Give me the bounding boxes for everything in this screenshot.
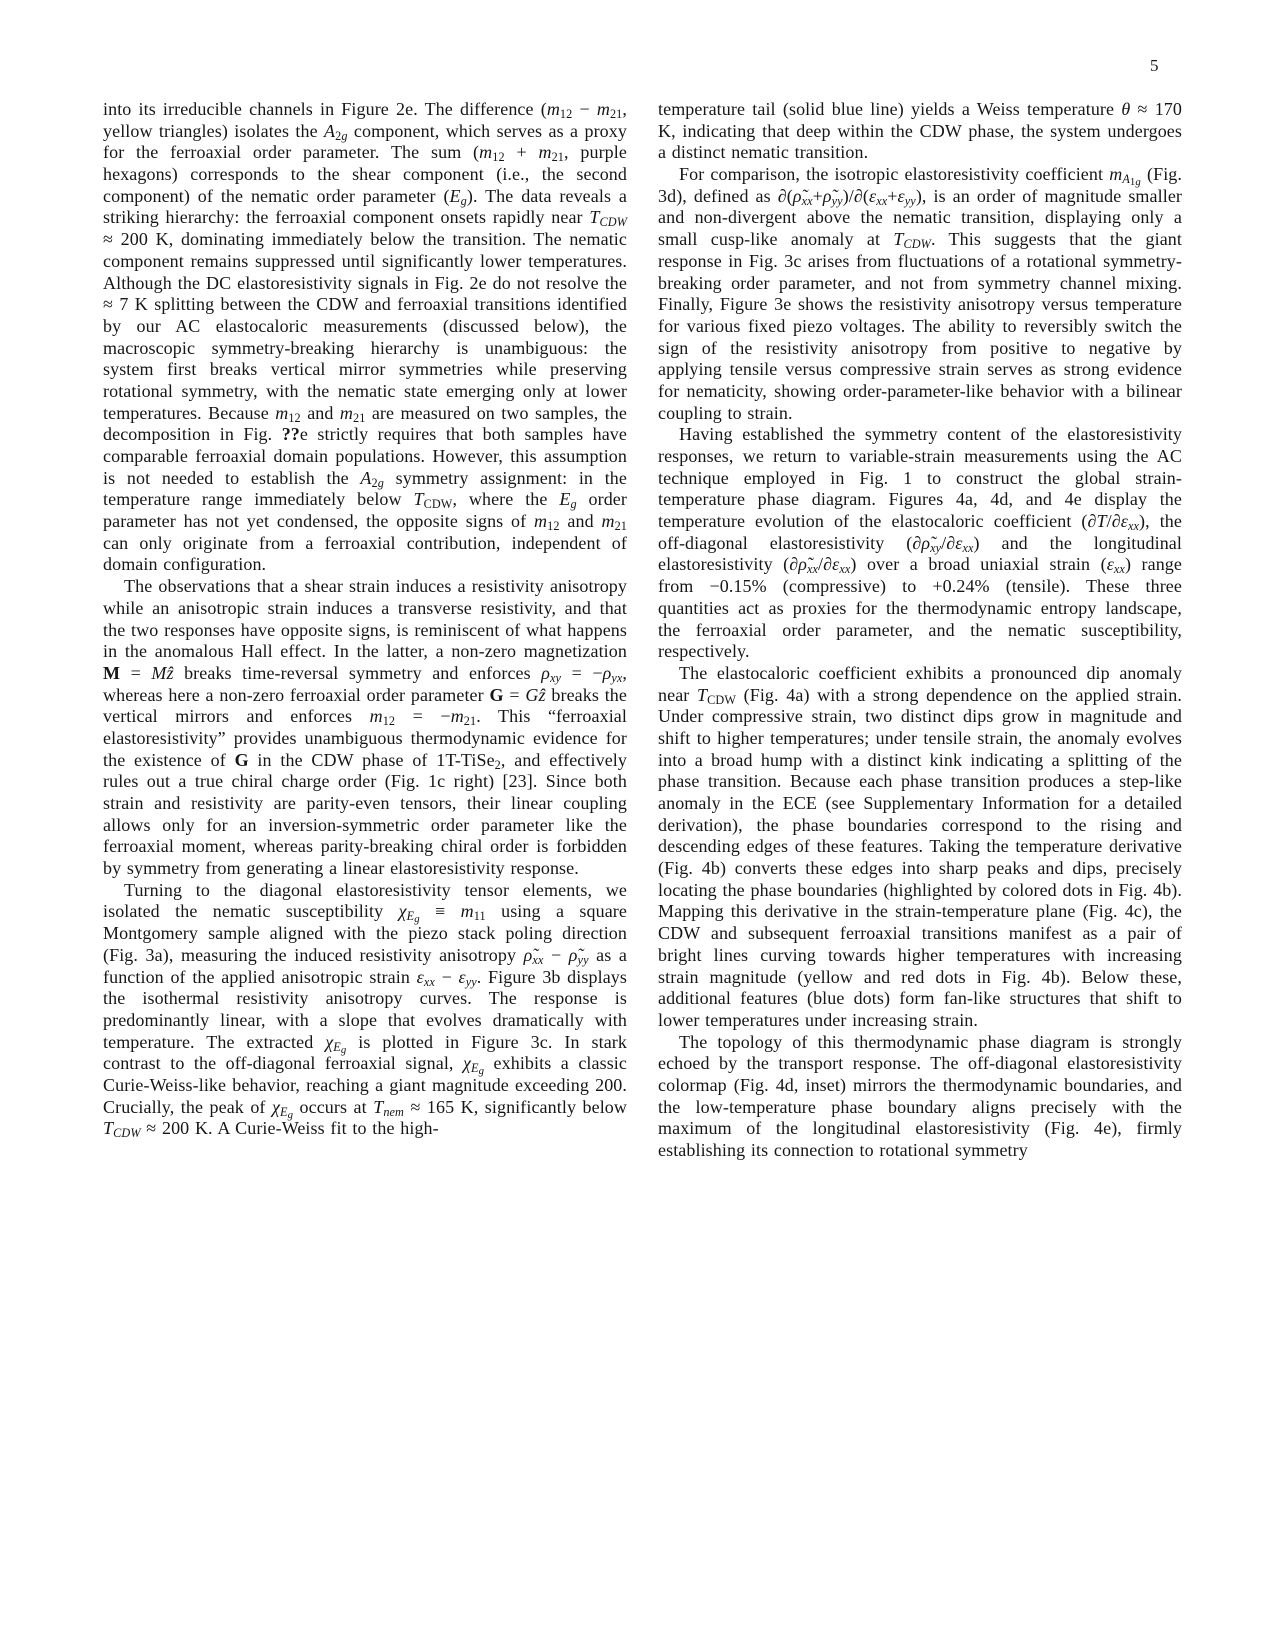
paragraph-left-2: The observations that a shear strain induces a resistivity anisotropy while an anisotropic strain induces a transverse resistivity, and that the two responses have opposite signs, is reminiscent of what happens in the anomalous Hall effect. In the latter, a non-zero magnetization M = Mẑ breaks time-reversal symmetry and enforces $\rho_{xy} = -\rho_{yx}$, whereas here a non-zero ferroaxial order parameter G = Gẑ breaks the vertical mirrors and enforces $m_{12} = -m_{21}$. This “ferroaxial elastoresistivity” provides unambiguous thermodynamic evidence for the existence of G in the CDW phase of 1T-TiSe$_2$, and effectively rules out a true chiral charge order (Fig. 1c right) [23]. Since both strain and resistivity are parity-even tensors, their linear coupling allows only for an inversion-symmetric order parameter like the ferroaxial moment, whereas parity-breaking chiral order is forbidden by symmetry from generating a linear elastoresistivity response. (103, 576, 627, 879)
paragraph-left-3: Turning to the diagonal elastoresistivity tensor elements, we isolated the nematic susceptibility $\chi_{E_g} \equiv m_{11}$ using a square Montgomery sample aligned with the piezo stack poling direction (Fig. 3a), measuring the induced resistivity anisotropy $\rhõ_{xx}$ − $\rhõ_{yy}$ as a function of the applied anisotropic strain $\varepsilon_{xx} - \varepsilon_{yy}$. Figure 3b displays the isothermal resistivity anisotropy curves. The response is predominantly linear, with a slope that evolves dramatically with temperature. The extracted $\chi_{E_g}$ is plotted in Figure 3c. In stark contrast to the off-diagonal ferroaxial signal, $\chi_{E_g}$ exhibits a classic Curie-Weiss-like behavior, reaching a giant magnitude exceeding 200. Crucially, the peak of $\chi_{E_g}$ occurs at $T_{nem} \approx 165$ K, significantly below $T_{CDW} \approx 200$ K. A Curie-Weiss fit to the high- (103, 879, 628, 1141)
paragraph-right-1: temperature tail (solid blue line) yields a Weiss temperature θ ≈ 170 K, indicating that deep within the CDW phase, the system undergoes a distinct nematic transition. (658, 99, 1182, 163)
paragraph-left-1: into its irreducible channels in Figure 2e. The difference ($m_{12} - m_{21}$, yellow triangles) isolates the $A_{2g}$ component, which serves as a proxy for the ferroaxial order parameter. The sum ($m_{12} + m_{21}$, purple hexagons) corresponds to the shear component (i.e., the second component) of the nematic order parameter $(E_g)$. The data reveals a striking hierarchy: the ferroaxial component onsets rapidly near $T_{CDW} \approx 200$ K, dominating immediately below the transition. The nematic component remains suppressed until significantly lower temperatures. Although the DC elastoresistivity signals in Fig. 2e do not resolve the ≈ 7 K splitting between the CDW and ferroaxial transitions identified by our AC elastocaloric measurements (discussed below), the macroscopic symmetry-breaking hierarchy is unambiguous: the system first breaks vertical mirror symmetries while preserving rotational symmetry, with the nematic state emerging only at lower temperatures. Because $m_{12}$ and $m_{21}$ are measured on two samples, the decomposition in Fig. ??e strictly requires that both samples have comparable ferroaxial domain populations. However, this assumption is not needed to establish the $A_{2g}$ symmetry assignment: in the temperature range immediately below $T_{CDW}$, where the $E_g$ order parameter has not yet condensed, the opposite signs of $m_{12}$ and $m_{21}$ can only originate from a ferroaxial contribution, independent of domain configuration. (103, 99, 627, 575)
paragraph-right-3: Having established the symmetry content of the elastoresistivity responses, we return to variable-strain measurements using the AC technique employed in Fig. 1 to construct the global strain-temperature phase diagram. Figures 4a, 4d, and 4e display the temperature evolution of the elastocaloric coefficient $(\partial T/\partial\varepsilon_{xx})$, the off-diagonal elastoresistivity $(\partial\rhõ_{xy}/\partial\varepsilon_{xx})$ and the longitudinal elastoresistivity $(\partial\rhõ_{xx}/\partial\varepsilon_{xx})$ over a broad uniaxial strain $(\varepsilon_{xx})$ range from −0.15% (compressive) to +0.24% (tensile). These three quantities act as proxies for the thermodynamic entropy landscape, the ferroaxial order parameter, and the nematic susceptibility, respectively. (658, 424, 1182, 662)
paragraph-right-2: For comparison, the isotropic elastoresistivity coefficient $m_{A_{1g}}$ (Fig. 3d), defined as $\partial(\rhõ_{xx}+\rhõ_{yy})/\partial(\varepsilon_{xx}+\varepsilon_{yy})$, is an order of magnitude smaller and non-divergent above the nematic transition, displaying only a small cusp-like anomaly at $T_{CDW}$. This suggests that the giant response in Fig. 3c arises from fluctuations of a rotational symmetry-breaking order parameter, and not from symmetry channel mixing. Finally, Figure 3e shows the resistivity anisotropy versus temperature for various fixed piezo voltages. The ability to reversibly switch the sign of the resistivity anisotropy from positive to negative by applying tensile versus compressive strain serves as strong evidence for nematicity, showing order-parameter-like behavior with a bilinear coupling to strain. (658, 164, 1183, 423)
paragraph-right-4: The elastocaloric coefficient exhibits a pronounced dip anomaly near $T_{CDW}$ (Fig. 4a) with a strong dependence on the applied strain. Under compressive strain, two distinct dips grow in magnitude and shift to higher temperatures; under tensile strain, the anomaly evolves into a broad hump with a distinct kink indicating a splitting of the phase transition. Because each phase transition produces a step-like anomaly in the ECE (see Supplementary Information for a detailed derivation), the phase boundaries correspond to the rising and descending edges of these features. Taking the temperature derivative (Fig. 4b) converts these edges into sharp peaks and dips, precisely locating the phase boundaries (highlighted by colored dots in Fig. 4b). Mapping this derivative in the strain-temperature plane (Fig. 4c), the CDW and subsequent ferroaxial transitions manifest as a pair of bright lines curving towards higher temperatures with increasing strain magnitude (yellow and red dots in Fig. 4b). Below these, additional features (blue dots) form fan-like structures that shift to lower temperatures under increasing strain. (658, 662, 1182, 1030)
paragraph-right-5: The topology of this thermodynamic phase diagram is strongly echoed by the transport response. The off-diagonal elastoresistivity colormap (Fig. 4d, inset) mirrors the thermodynamic boundaries, and the low-temperature phase boundary aligns precisely with the maximum of the longitudinal elastoresistivity (Fig. 4e), firmly establishing its connection to rotational symmetry (658, 1031, 1182, 1160)
right-column (658, 99, 1182, 1162)
two-column-layout (103, 99, 1182, 1162)
page-number: 5 (1150, 56, 1159, 75)
left-column (103, 99, 627, 1162)
